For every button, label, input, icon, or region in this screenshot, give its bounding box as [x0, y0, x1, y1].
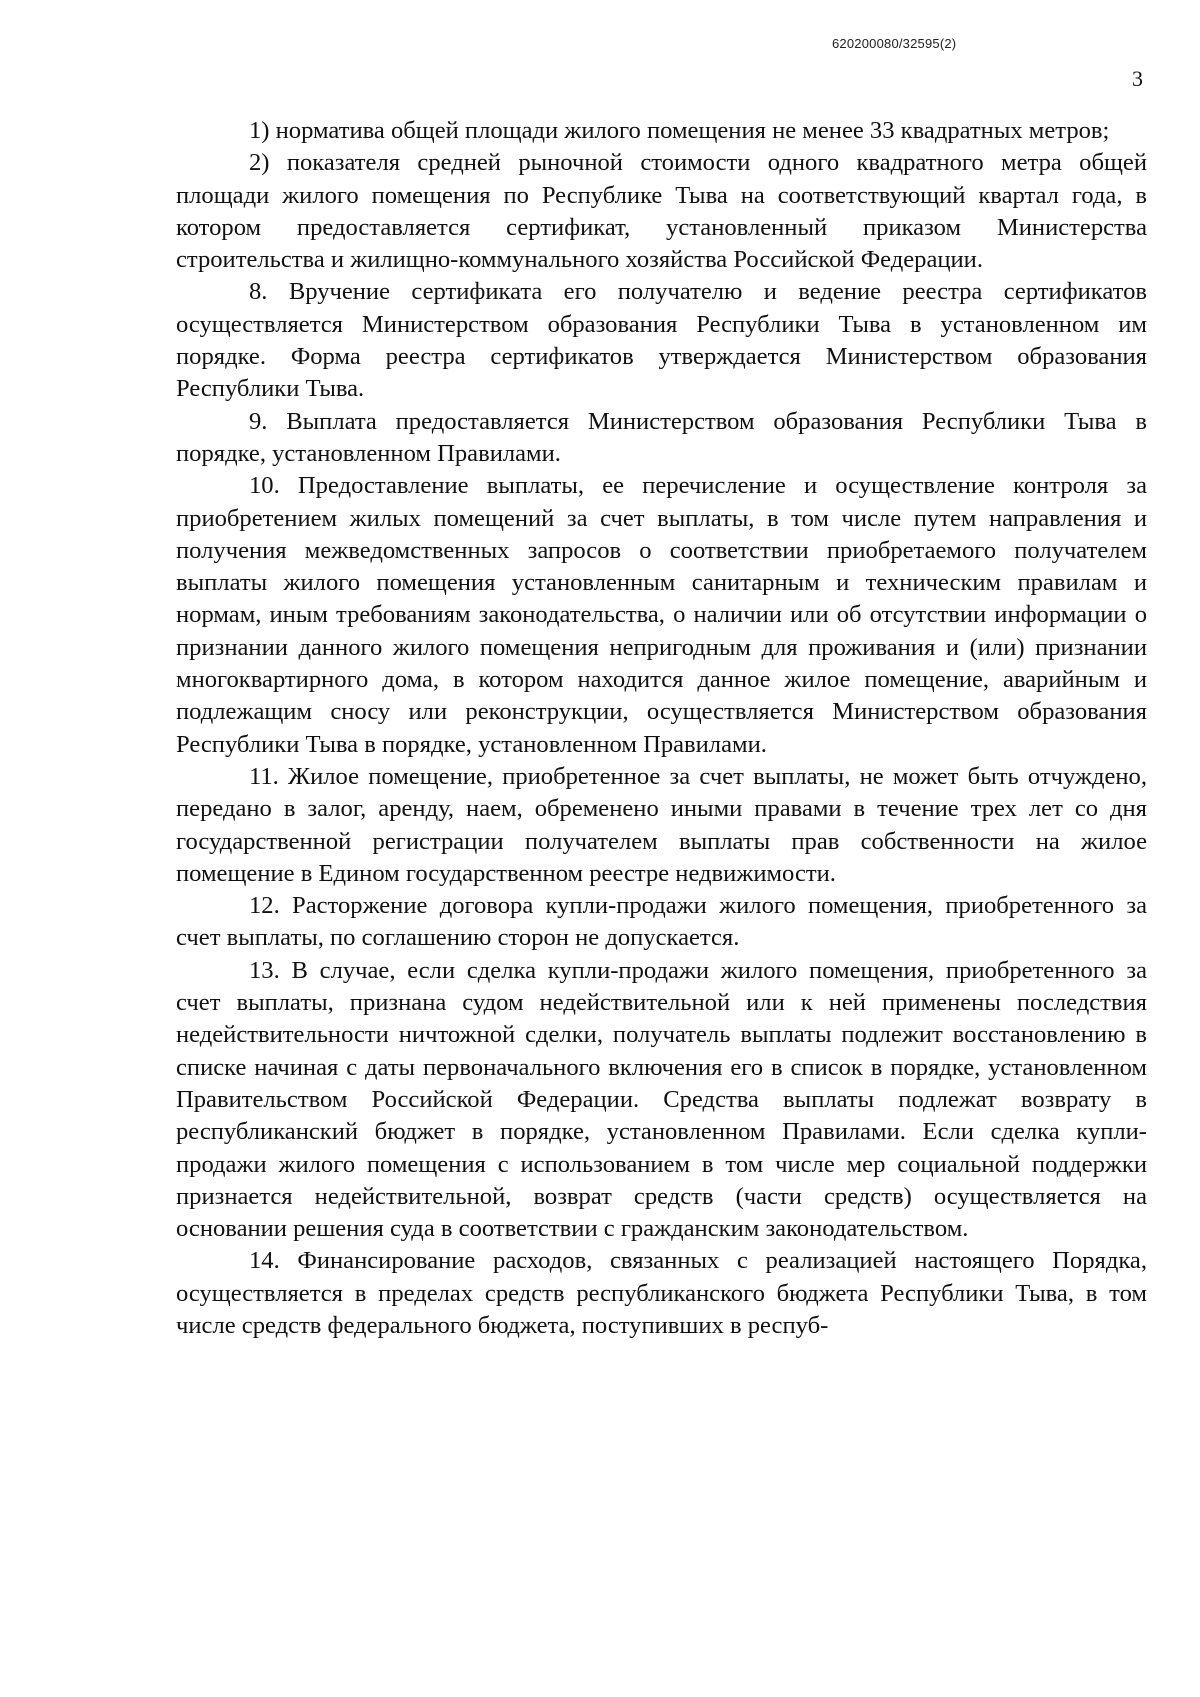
document-body [176, 115, 1147, 1342]
paragraph-item-1-floor-area-norm: 1) норматива общей площади жилого помещения не менее 33 квадратных метров; [249, 117, 1110, 144]
paragraph-12-contract-termination: 12. Расторжение договора купли-продажи жилого помещения, приобретенного за счет выплаты, по соглашению сторон не допускается. [176, 892, 1147, 952]
paragraph-14-financing: 14. Финансирование расходов, связанных с реализацией настоящего Порядка, осуществляется в пределах средств республиканского бюджета Республики Тыва, в том числе средств федерального бюджета, поступивших в респуб- [176, 1247, 1147, 1339]
paragraph-item-2-market-price: 2) показателя средней рыночной стоимости одного квадратного метра общей площади жилого помещения по Республике Тыва на соответствующий квартал года, в котором предоставляется сертификат, установленный приказом Министерства строительства и жилищно-коммунального хозяйства Российской Федерации. [176, 149, 1147, 274]
paragraph-13-invalid-transaction: 13. В случае, если сделка купли-продажи жилого помещения, приобретенного за счет выплаты, признана судом недействительной или к ней применены последствия недействительности ничтожной сделки, получатель выплаты подлежит восстановлению в списке начиная с даты первоначального включения его в список в порядке, установленном Правительством Российской Федерации. Средства выплаты подлежат возврату в республиканский бюджет в порядке, установленном Правилами. Если сделка купли-продажи жилого помещения с использованием в том числе мер социальной поддержки признается недействительной, возврат средств (части средств) осуществляется на основании решения суда в соответствии с гражданским законодательством. [176, 956, 1147, 1243]
paragraph-10-payment-control: 10. Предоставление выплаты, ее перечисление и осуществление контроля за приобретением жилых помещений за счет выплаты, в том числе путем направления и получения межведомственных запросов о соответствии приобретаемого получателем выплаты жилого помещения установленным санитарным и техническим правилам и нормам, иным требованиям законодательства, о наличии или об отсутствии информации о признании данного жилого помещения непригодным для проживания и (или) признании многоквартирного дома, в котором находится данное жилое помещение, аварийным и подлежащим сносу или реконструкции, осуществляется Министерством образования Республики Тыва в порядке, установленном Правилами. [176, 472, 1147, 758]
page-number: 3 [1132, 66, 1143, 91]
document-registration-number: 620200080/32595(2) [832, 36, 957, 51]
paragraph-11-alienation-restriction: 11. Жилое помещение, приобретенное за счет выплаты, не может быть отчуждено, передано в залог, аренду, наем, обременено иными правами в течение трех лет со дня государственной регистрации получателем выплаты прав собственности на жилое помещение в Едином государственном реестре недвижимости. [176, 762, 1147, 887]
paragraph-9-payment-provision: 9. Выплата предоставляется Министерством образования Республики Тыва в порядке, установленном Правилами. [176, 407, 1147, 467]
paragraph-8-certificate-delivery: 8. Вручение сертификата его получателю и ведение реестра сертификатов осуществляется Министерством образования Республики Тыва в установленном им порядке. Форма реестра сертификатов утверждается Министерством образования Республики Тыва. [176, 278, 1147, 403]
